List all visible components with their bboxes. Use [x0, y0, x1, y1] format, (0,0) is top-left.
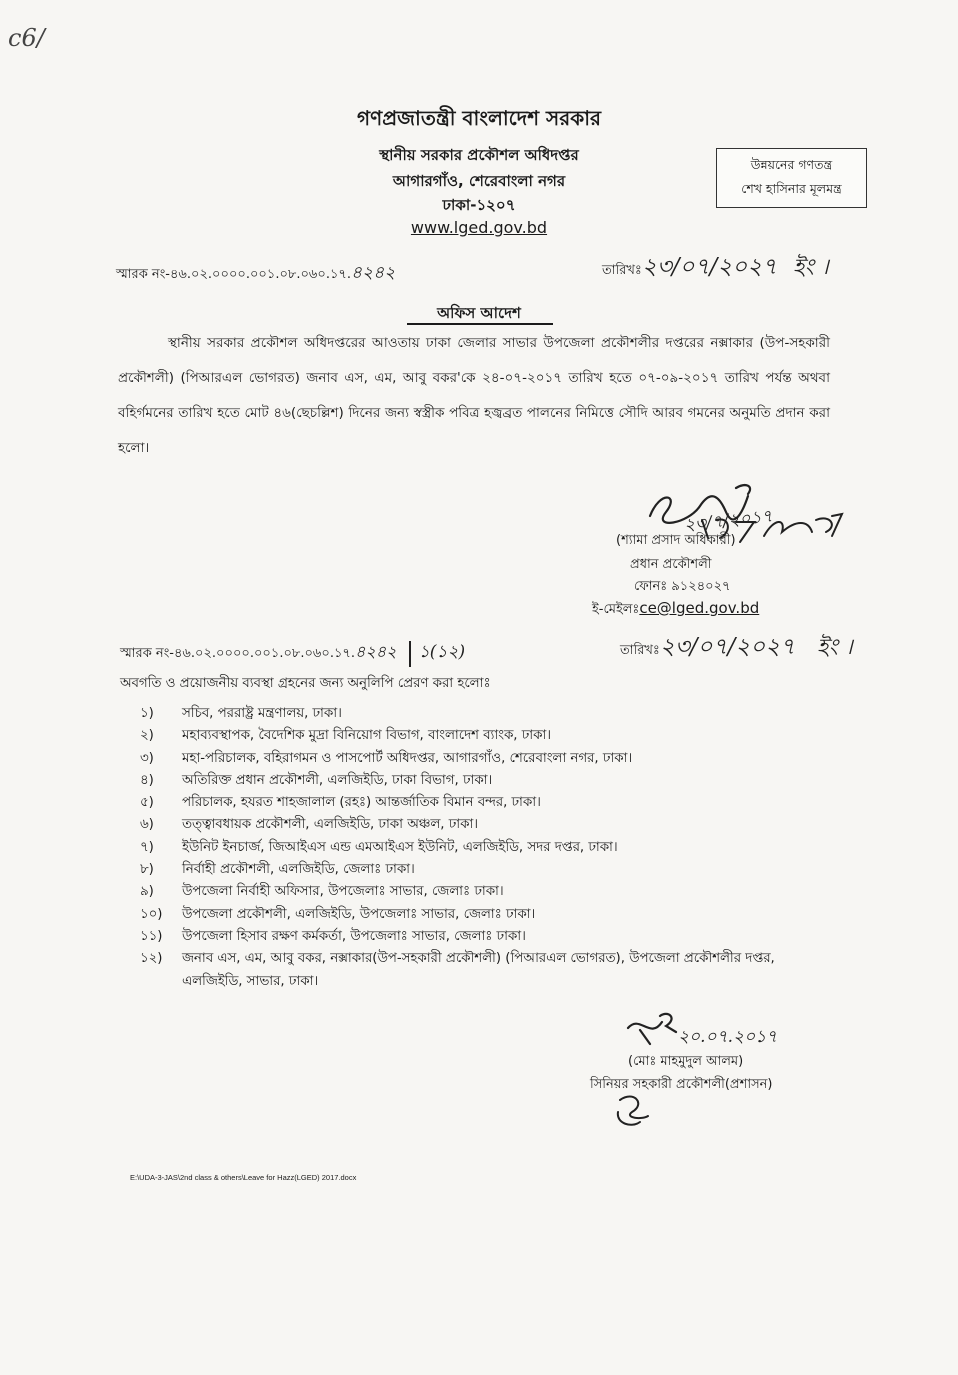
memo-date-era: ইং । — [793, 255, 829, 280]
recipient-text: পরিচালক, হযরত শাহজালাল (রহঃ) আন্তর্জাতিক বিমান বন্দর, ঢাকা। — [182, 795, 541, 811]
slogan-box — [716, 148, 867, 208]
recipient-item — [140, 926, 820, 948]
copy-memo-divider — [409, 641, 411, 667]
recipient-number: ১১) — [140, 928, 163, 944]
government-title: গণপ্রজাতন্ত্রী বাংলাদেশ সরকার — [357, 106, 601, 130]
department-name: স্থানীয় সরকার প্রকৌশল অধিদপ্তর — [379, 146, 579, 164]
recipient-text: অতিরিক্ত প্রধান প্রকৌশলী, এলজিইডি, ঢাকা বিভাগ, ঢাকা। — [182, 772, 493, 788]
signatory2-name: (মোঃ মাহমুদুল আলম) — [628, 1054, 744, 1069]
recipient-item — [140, 904, 820, 926]
copy-memo-number-handwritten: ৪২৪২ — [354, 642, 397, 661]
recipient-text: নির্বাহী প্রকৌশলী, এলজিইডি, জেলাঃ ঢাকা। — [182, 862, 415, 878]
recipient-number: ৫) — [140, 795, 154, 811]
recipient-text: তত্ত্বাবধায়ক প্রকৌশলী, এলজিইডি, ঢাকা অঞ্চল, ঢাকা। — [182, 817, 478, 833]
recipient-item — [140, 792, 820, 814]
recipient-item — [140, 770, 820, 792]
footer-file-path: E:\UDA-3-JAS\2nd class & others\Leave for Hazz(LGED) 2017.docx — [130, 1173, 357, 1182]
signatory1-name: (শ্যামা প্রসাদ অধিকারী) — [616, 533, 736, 548]
recipient-item — [140, 748, 820, 770]
slogan-line-1: উন্নয়নের গণতন্ত্র — [750, 157, 833, 172]
copy-memo-date — [620, 628, 853, 667]
signatory1-phone: ফোনঃ ৯১২৪০২৭ — [634, 579, 731, 594]
order-title-underline — [407, 323, 553, 325]
recipient-number: ৭) — [140, 839, 154, 855]
recipient-text: উপজেলা প্রকৌশলী, এলজিইডি, উপজেলাঃ সাভার, জেলাঃ ঢাকা। — [182, 906, 536, 922]
copy-memo-date-label: তারিখঃ — [620, 643, 660, 658]
recipient-text: উপজেলা হিসাব রক্ষণ কর্মকর্তা, উপজেলাঃ সাভার, জেলাঃ ঢাকা। — [182, 928, 526, 944]
order-title: অফিস আদেশ — [437, 304, 521, 322]
memo-number — [116, 260, 395, 288]
recipient-text: মহাব্যবস্থাপক, বৈদেশিক মুদ্রা বিনিয়োগ বিভাগ, বাংলাদেশ ব্যাংক, ঢাকা। — [182, 728, 552, 744]
recipient-item — [140, 948, 820, 993]
memo-number-prefix: স্মারক নং-৪৬.০২.০০০০.০০১.০৮.০৬০.১৭. — [116, 267, 351, 282]
recipient-text: সচিব, পররাষ্ট্র মন্ত্রণালয়, ঢাকা। — [182, 706, 342, 721]
recipient-text: ইউনিট ইনচার্জ, জিআইএস এন্ড এমআইএস ইউনিট, এলজিইডি, সদর দপ্তর, ঢাকা। — [182, 839, 618, 855]
recipient-number: ২) — [140, 728, 154, 744]
recipient-item — [140, 814, 820, 836]
recipient-number: ৮) — [140, 862, 154, 878]
copy-intro: অবগতি ও প্রয়োজনীয় ব্যবস্থা গ্রহনের জন্য অনুলিপি প্রেরণ করা হলোঃ — [120, 676, 491, 691]
slogan-line-2: শেখ হাসিনার মূলমন্ত্র — [741, 181, 842, 196]
corner-handwritten-note: c6/ — [8, 24, 45, 52]
order-body: স্থানীয় সরকার প্রকৌশল অধিদপ্তরের আওতায় ঢাকা জেলার সাভার উপজেলা প্রকৌশলীর দপ্তরের নক্সাকার (উপ-সহকারী প্রকৌশলী) (পিআরএল ভোগরত) জনাব এস, এম, আবু বকর'কে ২৪-০৭-২০১৭ তারিখ হতে ০৭-০৯-২০১৭ তারিখ পর্যন্ত অথবা বহির্গমনের তারিখ হতে মোট ৪৬(ছেচল্লিশ) দিনের জন্য স্বস্ত্রীক পবিত্র হজ্বব্রত পালনের নিমিত্তে সৌদি আরব গমনের অনুমতি প্রদান করা হলো। — [118, 335, 830, 456]
signatory1-email-line — [592, 598, 759, 621]
recipient-item — [140, 725, 820, 747]
signatory2-title: সিনিয়র সহকারী প্রকৌশলী(প্রশাসন) — [590, 1077, 773, 1092]
copy-memo-count-handwritten: ১(১২) — [418, 642, 466, 662]
recipient-number: ৪) — [140, 772, 154, 788]
recipient-number: ১) — [140, 706, 154, 721]
recipient-text: উপজেলা নির্বাহী অফিসার, উপজেলাঃ সাভার, জেলাঃ ঢাকা। — [182, 884, 504, 900]
city-postcode: ঢাকা-১২০৭ — [442, 196, 516, 214]
signatory1-email-label: ই-মেইলঃ — [592, 602, 640, 617]
copy-memo-number-prefix: স্মারক নং-৪৬.০২.০০০০.০০১.০৮.০৬০.১৭. — [120, 646, 355, 661]
recipient-number: ১০) — [140, 906, 163, 922]
initial-mark — [612, 1090, 652, 1130]
copy-memo-date-era: ইং । — [817, 635, 853, 660]
recipient-list — [140, 703, 820, 993]
copy-memo-date-handwritten: ২৩/০৭/২০২৭ — [659, 634, 796, 660]
recipient-number: ৩) — [140, 750, 154, 766]
recipient-number: ৬) — [140, 817, 154, 833]
memo-date — [602, 248, 829, 287]
recipient-item — [140, 881, 820, 903]
signatory1-hand-date: ২৩/৭/২০১৭ — [683, 506, 774, 536]
address-line: আগারগাঁও, শেরেবাংলা নগর — [392, 172, 566, 190]
memo-number-handwritten: ৪২৪২ — [350, 263, 396, 283]
signatory2-hand-date: ২০.০৭.২০১৭ — [678, 1027, 778, 1047]
recipient-number: ৯) — [140, 884, 154, 900]
recipient-item — [140, 703, 820, 725]
signatory1-email[interactable]: ce@lged.gov.bd — [639, 599, 760, 617]
copy-memo-number — [120, 639, 465, 667]
memo-date-handwritten: ২৩/০৭/২০২৭ — [641, 254, 778, 280]
memo-date-label: তারিখঃ — [602, 263, 642, 278]
recipient-number: ১২) — [140, 951, 163, 967]
website-link[interactable]: www.lged.gov.bd — [410, 218, 548, 237]
recipient-item — [140, 837, 820, 859]
recipient-text: মহা-পরিচালক, বহিরাগমন ও পাসপোর্ট অধিদপ্তর, আগারগাঁও, শেরেবাংলা নগর, ঢাকা। — [182, 750, 633, 766]
recipient-text: জনাব এস, এম, আবু বকর, নক্সাকার(উপ-সহকারী প্রকৌশলী) (পিআরএল ভোগরত), উপজেলা প্রকৌশলীর দপ্তর, এলজিইডি, সাভার, ঢাকা। — [182, 951, 775, 989]
recipient-item — [140, 859, 820, 881]
signatory1-title: প্রধান প্রকৌশলী — [630, 557, 712, 572]
